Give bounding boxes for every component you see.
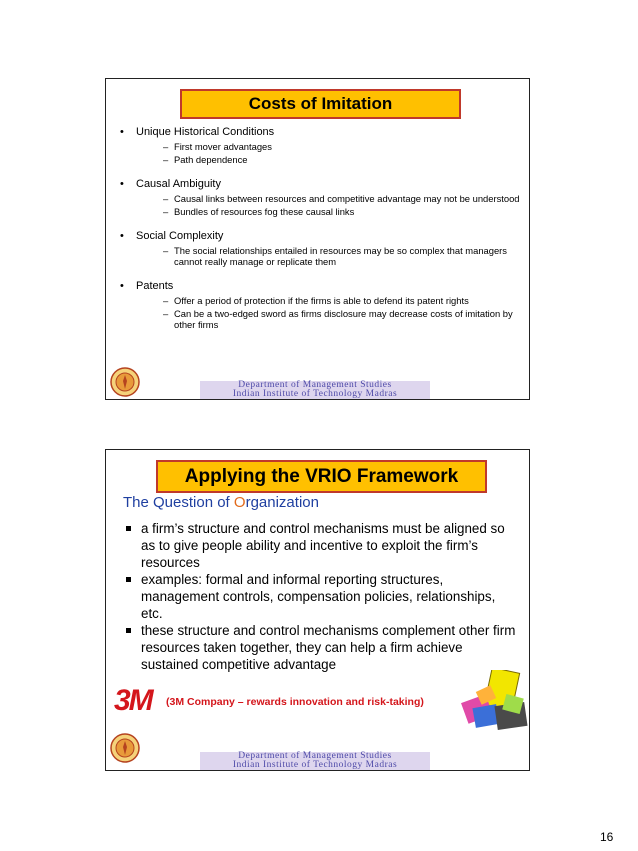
sub-bullet: – First mover advantages xyxy=(163,141,272,152)
sub-bullet: – Path dependence xyxy=(163,154,248,165)
slide1-title: Costs of Imitation xyxy=(180,89,461,119)
page-number: 16 xyxy=(600,830,614,844)
banner-line-institute: Indian Institute of Technology Madras xyxy=(232,389,398,399)
slide1-bullet xyxy=(116,280,521,330)
slide-costs-of-imitation xyxy=(105,78,530,400)
slide1-bullet-list xyxy=(116,126,521,330)
bullet-dot-icon: • xyxy=(120,126,124,138)
bullet-dot-icon: • xyxy=(120,230,124,242)
slide2-subtitle: The Question of Organization xyxy=(123,494,319,511)
banner-line-department: Department of Management Studies xyxy=(238,751,392,761)
banner-line-institute: Indian Institute of Technology Madras xyxy=(232,760,398,770)
sub-bullet: – Causal links between resources and competitive advantage may not be understood xyxy=(163,193,520,204)
iit-seal-icon xyxy=(110,367,140,397)
iit-seal-icon xyxy=(110,733,140,763)
sub-bullet: – Can be a two-edged sword as firms disclosure may decrease costs of imitation by other firms xyxy=(163,308,513,330)
sub-bullet: – Bundles of resources fog these causal links xyxy=(163,206,355,217)
square-bullet-icon xyxy=(126,526,131,531)
bullet-dot-icon: • xyxy=(120,280,124,292)
department-banner xyxy=(200,381,430,399)
bullet-dot-icon: • xyxy=(120,178,124,190)
3m-logo: 3M xyxy=(114,684,152,717)
slide1-bullet xyxy=(116,230,521,267)
bullet-text: Social Complexity xyxy=(136,230,224,242)
square-bullet-icon xyxy=(126,577,131,582)
square-bullet-icon xyxy=(126,628,131,633)
slide2-title: Applying the VRIO Framework xyxy=(156,460,487,493)
sub-bullet: – The social relationships entailed in resources may be so complex that managers cannot really manage or replicate them xyxy=(163,245,507,267)
slide1-bullet xyxy=(116,178,521,217)
slide2-bullet-list xyxy=(124,520,519,673)
sub-bullet: – Offer a period of protection if the firms is able to defend its patent rights xyxy=(163,295,469,306)
slide2-bullet: a firm’s structure and control mechanisms must be aligned so as to give people ability and incentive to exploit the firm’s resources xyxy=(124,520,519,571)
slide1-bullet xyxy=(116,126,521,165)
slide2-bullet: examples: formal and informal reporting structures, management controls, compensation policies, relationships, etc. xyxy=(124,571,519,622)
slide2-bullet: these structure and control mechanisms complement other firm resources taken together, they can help a firm achieve sustained competitive advantage xyxy=(124,622,519,673)
department-banner xyxy=(200,752,430,770)
slide-applying-vrio xyxy=(105,449,530,771)
bullet-text: Unique Historical Conditions xyxy=(136,126,275,138)
bullet-text: Patents xyxy=(136,280,174,292)
post-it-products-icon xyxy=(456,670,530,735)
bullet-text: Causal Ambiguity xyxy=(136,178,221,190)
3m-caption: (3M Company – rewards innovation and risk-taking) xyxy=(166,696,424,708)
banner-line-department: Department of Management Studies xyxy=(238,380,392,390)
